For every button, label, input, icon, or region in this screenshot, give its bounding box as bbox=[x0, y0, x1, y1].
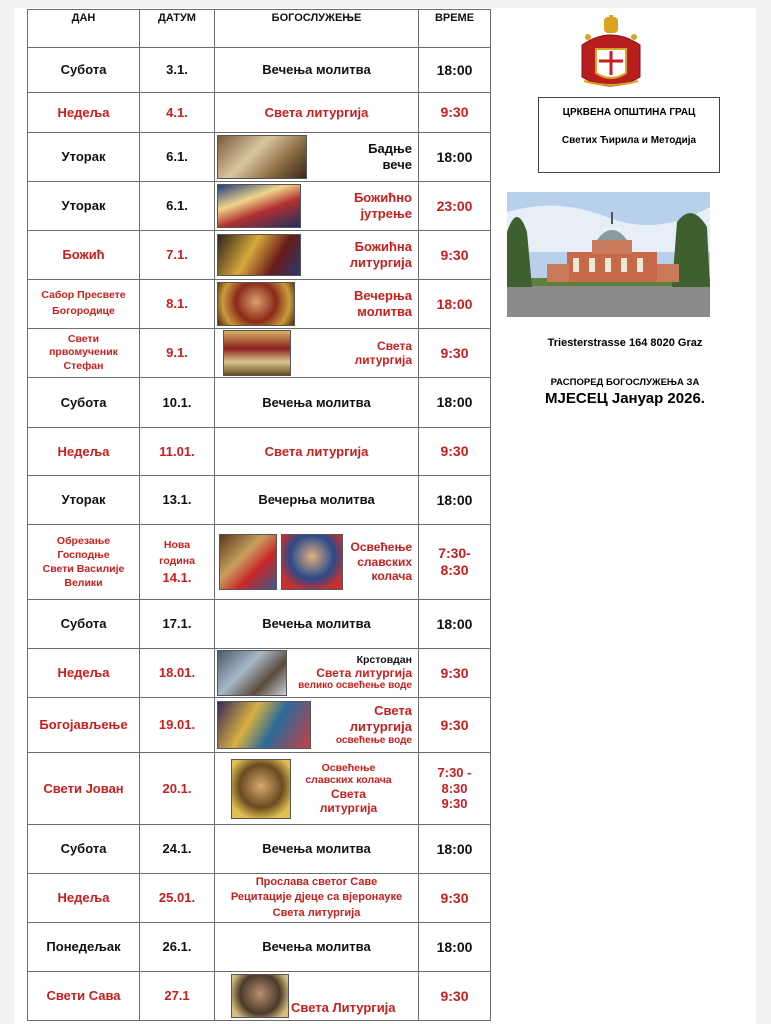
header-date: ДАТУМ bbox=[140, 10, 215, 48]
day-cell: Субота bbox=[28, 48, 140, 93]
time-cell: 9:30 bbox=[419, 698, 491, 753]
service-line: велико освећење воде bbox=[298, 680, 412, 692]
table-row bbox=[28, 329, 491, 378]
date-cell: 8.1. bbox=[140, 280, 215, 329]
service-cell: Света литургија bbox=[215, 428, 419, 476]
table-row bbox=[28, 874, 491, 923]
nativity-icon-image bbox=[217, 234, 301, 276]
table-row bbox=[28, 698, 491, 753]
service-line: славских колача bbox=[305, 774, 392, 787]
day-cell bbox=[28, 525, 140, 600]
service-cell bbox=[215, 182, 419, 231]
table-row bbox=[28, 428, 491, 476]
service-cell bbox=[215, 874, 419, 923]
parish-dedication: Светих Ћирила и Методија bbox=[561, 135, 697, 146]
day-cell: Недеља bbox=[28, 93, 140, 133]
table-row bbox=[28, 972, 491, 1021]
date-cell: 26.1. bbox=[140, 923, 215, 972]
date-cell: 18.01. bbox=[140, 649, 215, 698]
service-line: литургија bbox=[354, 353, 412, 367]
day-cell: Свети Сава bbox=[28, 972, 140, 1021]
day-cell: Понедељак bbox=[28, 923, 140, 972]
service-cell bbox=[215, 329, 419, 378]
time-line: 8:30 bbox=[440, 562, 469, 578]
day-line: првомученик bbox=[49, 346, 118, 359]
st-sava-icon-image bbox=[231, 974, 289, 1018]
serbian-church-coat-of-arms-icon bbox=[574, 15, 648, 93]
date-cell: 27.1 bbox=[140, 972, 215, 1021]
day-cell: Уторак bbox=[28, 476, 140, 525]
table-row bbox=[28, 600, 491, 649]
service-cell: Света литургија bbox=[215, 93, 419, 133]
service-line: Бадње bbox=[368, 141, 412, 157]
time-cell: 23:00 bbox=[419, 182, 491, 231]
date-cell: 13.1. bbox=[140, 476, 215, 525]
service-cell bbox=[215, 649, 419, 698]
service-line: Света bbox=[374, 703, 412, 719]
service-cell: Вечења молитва bbox=[215, 600, 419, 649]
church-photo bbox=[507, 192, 710, 317]
date-cell: 6.1. bbox=[140, 182, 215, 231]
table-row bbox=[28, 280, 491, 329]
schedule-title: РАСПОРЕД БОГОСЛУЖЕЊА ЗА bbox=[550, 377, 700, 388]
service-line: Рецитације дјеце са вјеронауке bbox=[230, 891, 403, 904]
time-cell: 9:30 bbox=[419, 93, 491, 133]
time-cell: 9:30 bbox=[419, 428, 491, 476]
time-cell: 9:30 bbox=[419, 649, 491, 698]
service-line: Божићно bbox=[353, 190, 412, 206]
table-row bbox=[28, 378, 491, 428]
st-stephen-icon-image bbox=[223, 330, 291, 376]
service-line: Света литургија bbox=[272, 906, 361, 919]
st-basil-icon-image bbox=[281, 534, 343, 590]
table-row bbox=[28, 182, 491, 231]
service-line: литургија bbox=[349, 255, 412, 270]
table-row bbox=[28, 825, 491, 874]
time-cell: 18:00 bbox=[419, 133, 491, 182]
service-line: молитва bbox=[357, 304, 412, 319]
service-line: Света bbox=[377, 338, 412, 353]
time-cell bbox=[419, 753, 491, 825]
service-cell bbox=[215, 753, 419, 825]
service-cell: Вечења молитва bbox=[215, 825, 419, 874]
service-cell bbox=[215, 972, 419, 1021]
day-line: Велики bbox=[64, 577, 103, 590]
service-line: Вечерња bbox=[353, 288, 412, 304]
theophany-icon-image bbox=[217, 701, 311, 749]
table-row bbox=[28, 753, 491, 825]
service-line: Света bbox=[331, 786, 366, 801]
service-line: Прослава светог Саве bbox=[255, 875, 378, 888]
christmas-eve-image bbox=[217, 135, 307, 179]
time-line: 9:30 bbox=[441, 796, 468, 812]
time-cell: 18:00 bbox=[419, 378, 491, 428]
table-row bbox=[28, 133, 491, 182]
day-cell: Уторак bbox=[28, 133, 140, 182]
water-blessing-image bbox=[217, 650, 287, 696]
date-cell: 9.1. bbox=[140, 329, 215, 378]
table-row bbox=[28, 93, 491, 133]
table-row bbox=[28, 923, 491, 972]
day-line: Сабор Пресвете bbox=[41, 289, 126, 302]
time-cell bbox=[419, 525, 491, 600]
date-cell: 10.1. bbox=[140, 378, 215, 428]
day-line: Господње bbox=[57, 548, 110, 561]
header-service: БОГОСЛУЖЕЊЕ bbox=[215, 10, 419, 48]
day-cell: Свети Јован bbox=[28, 753, 140, 825]
time-cell: 18:00 bbox=[419, 825, 491, 874]
service-line: освећење воде bbox=[335, 734, 412, 746]
day-line: Богородице bbox=[52, 305, 115, 317]
table-row bbox=[28, 48, 491, 93]
day-line: Свети bbox=[67, 332, 100, 345]
service-cell: Вечења молитва bbox=[215, 48, 419, 93]
date-line: 14.1. bbox=[162, 569, 192, 585]
header-row bbox=[28, 10, 491, 48]
time-cell: 9:30 bbox=[419, 972, 491, 1021]
day-line: Обрезање bbox=[56, 534, 111, 547]
date-cell: 24.1. bbox=[140, 825, 215, 874]
service-line: вече bbox=[382, 157, 412, 172]
service-cell: Вечења молитва bbox=[215, 923, 419, 972]
service-line: Крстовдан bbox=[356, 653, 412, 666]
day-cell: Субота bbox=[28, 825, 140, 874]
table-row bbox=[28, 231, 491, 280]
time-cell: 9:30 bbox=[419, 874, 491, 923]
schedule-month: МЈЕСЕЦ Јануар 2026. bbox=[545, 390, 705, 407]
day-line: Стефан bbox=[63, 359, 104, 372]
service-line: Света Литургија bbox=[291, 1000, 396, 1016]
date-cell: 25.01. bbox=[140, 874, 215, 923]
day-cell: Уторак bbox=[28, 182, 140, 231]
day-cell bbox=[28, 329, 140, 378]
service-line: Освећење bbox=[350, 540, 412, 555]
date-cell: 3.1. bbox=[140, 48, 215, 93]
service-line: литургија bbox=[349, 719, 412, 734]
time-line: 8:30 bbox=[441, 780, 468, 796]
st-john-icon-image bbox=[231, 759, 291, 819]
service-line: јутрење bbox=[360, 206, 412, 221]
day-line: Свети Василије bbox=[42, 563, 125, 575]
day-cell: Субота bbox=[28, 600, 140, 649]
table-row bbox=[28, 525, 491, 600]
day-cell: Недеља bbox=[28, 428, 140, 476]
date-cell: 19.01. bbox=[140, 698, 215, 753]
parish-info-box bbox=[538, 97, 720, 173]
service-cell: Вечерња молитва bbox=[215, 476, 419, 525]
header-day: ДАН bbox=[28, 10, 140, 48]
circumcision-icon-image bbox=[219, 534, 277, 590]
day-cell: Недеља bbox=[28, 874, 140, 923]
service-line: Света литургија bbox=[316, 666, 412, 681]
day-cell: Божић bbox=[28, 231, 140, 280]
address: Triesterstrasse 164 8020 Graz bbox=[547, 337, 703, 349]
service-cell: Вечења молитва bbox=[215, 378, 419, 428]
day-cell bbox=[28, 280, 140, 329]
service-line: Освећење bbox=[321, 761, 376, 774]
time-line: 7:30 - bbox=[437, 765, 472, 781]
service-cell bbox=[215, 231, 419, 280]
date-cell: 17.1. bbox=[140, 600, 215, 649]
parish-name: ЦРКВЕНА ОПШТИНА ГРАЦ bbox=[562, 107, 696, 118]
schedule-table bbox=[27, 9, 491, 1021]
date-cell bbox=[140, 525, 215, 600]
date-cell: 7.1. bbox=[140, 231, 215, 280]
header-time: ВРЕМЕ bbox=[419, 10, 491, 48]
time-cell: 18:00 bbox=[419, 48, 491, 93]
date-line: година bbox=[159, 555, 195, 568]
date-cell: 11.01. bbox=[140, 428, 215, 476]
date-cell: 4.1. bbox=[140, 93, 215, 133]
service-cell bbox=[215, 280, 419, 329]
service-line: колача bbox=[371, 569, 412, 584]
table-row bbox=[28, 649, 491, 698]
time-cell: 18:00 bbox=[419, 923, 491, 972]
nativity-icon-image bbox=[217, 184, 301, 228]
date-line: Нова bbox=[163, 539, 191, 552]
time-cell: 18:00 bbox=[419, 476, 491, 525]
service-cell bbox=[215, 525, 419, 600]
service-line: литургија bbox=[319, 801, 378, 816]
service-line: славских bbox=[357, 554, 412, 569]
service-cell bbox=[215, 133, 419, 182]
time-cell: 18:00 bbox=[419, 280, 491, 329]
time-line: 7:30- bbox=[438, 545, 471, 562]
day-cell: Богојављење bbox=[28, 698, 140, 753]
service-cell bbox=[215, 698, 419, 753]
date-cell: 20.1. bbox=[140, 753, 215, 825]
time-cell: 9:30 bbox=[419, 329, 491, 378]
service-line: Божићна bbox=[354, 239, 412, 255]
day-cell: Недеља bbox=[28, 649, 140, 698]
time-cell: 9:30 bbox=[419, 231, 491, 280]
day-cell: Субота bbox=[28, 378, 140, 428]
date-cell: 6.1. bbox=[140, 133, 215, 182]
theotokos-icon-image bbox=[217, 282, 295, 326]
time-cell: 18:00 bbox=[419, 600, 491, 649]
table-row bbox=[28, 476, 491, 525]
